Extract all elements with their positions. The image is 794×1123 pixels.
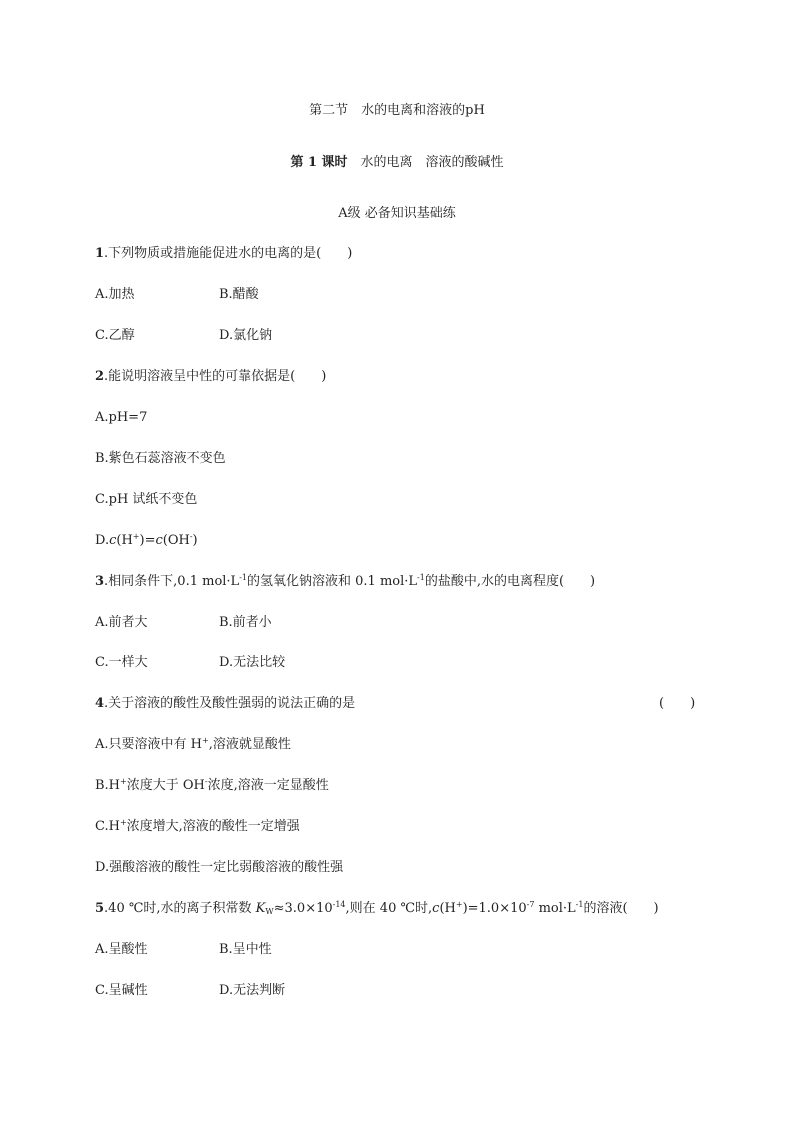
question-text: )=1.0×10 — [462, 901, 527, 916]
question-text: mol·L — [534, 901, 576, 916]
q5-option-b: B.呈中性 — [219, 942, 272, 957]
q2-option-b: B.紫色石蕊溶液不变色 — [95, 451, 226, 466]
level-title: A级 必备知识基础练 — [338, 206, 456, 221]
q4-answer-paren: ( ) — [659, 696, 696, 711]
kw-subscript: W — [265, 907, 274, 916]
q3-option-b: B.前者小 — [219, 615, 272, 630]
question-number: 5 — [95, 901, 105, 916]
option-text: 浓度增大,溶液的酸性一定增强 — [126, 819, 300, 834]
formula-text: )= — [139, 533, 156, 548]
option-text: B.H — [95, 778, 121, 793]
q1-option-c: C.乙醇 — [95, 328, 135, 343]
question-text: 的溶液( ) — [583, 901, 659, 916]
question-5-stem — [95, 901, 659, 917]
question-text: .40 ℃时,水的离子积常数 — [104, 901, 256, 916]
charge-sup: + — [132, 532, 140, 541]
exponent-sup: -1 — [575, 900, 584, 909]
question-text: 的氢氧化钠溶液和 0.1 mol·L — [247, 574, 418, 589]
question-text: ≈3.0×10 — [273, 901, 333, 916]
q3-option-c: C.一样大 — [95, 655, 148, 670]
conc-symbol: c — [432, 901, 440, 916]
charge-sup: + — [202, 736, 209, 745]
question-text: .下列物质或措施能促进水的电离的是( ) — [104, 246, 353, 261]
q1-option-d: D.氯化钠 — [219, 328, 273, 343]
charge-sup: + — [455, 900, 463, 909]
lesson-title — [0, 155, 794, 171]
q5-option-d: D.无法判断 — [219, 983, 286, 998]
q3-option-d: D.无法比较 — [219, 655, 286, 670]
q1-option-a: A.加热 — [95, 287, 135, 302]
charge-sup: - — [189, 532, 193, 541]
exponent-sup: -1 — [417, 573, 425, 582]
question-text: 的盐酸中,水的电离程度( ) — [424, 574, 596, 589]
question-text: (H — [439, 901, 456, 916]
q4-option-a — [95, 737, 291, 753]
option-letter: D. — [95, 533, 110, 548]
exponent-sup: -7 — [526, 900, 535, 909]
conc-symbol: c — [109, 533, 117, 548]
section-title: 第二节 水的电离和溶液的pH — [309, 103, 485, 118]
q4-option-b — [95, 778, 329, 794]
formula-text: ) — [192, 533, 198, 548]
q2-option-c: C.pH 试纸不变色 — [95, 492, 198, 507]
option-text: 浓度,溶液一定显酸性 — [207, 778, 329, 793]
q2-option-a: A.pH=7 — [95, 410, 148, 425]
q2-option-d — [95, 533, 198, 549]
question-3-stem — [95, 574, 595, 590]
conc-symbol: c — [155, 533, 163, 548]
question-number: 3 — [95, 574, 105, 589]
question-2-stem — [95, 369, 326, 385]
question-4-stem — [95, 696, 355, 712]
question-number: 2 — [95, 369, 105, 384]
question-text: ,则在 40 ℃时, — [345, 901, 433, 916]
charge-sup: + — [119, 818, 127, 827]
q3-option-a: A.前者大 — [95, 615, 148, 630]
charge-sup: + — [120, 777, 127, 786]
option-text: A.只要溶液中有 H — [95, 737, 202, 752]
exponent-sup: -14 — [332, 900, 346, 909]
formula-text: (H — [116, 533, 133, 548]
question-number: 4 — [95, 696, 105, 711]
lesson-topic: 水的电离 溶液的酸碱性 — [347, 155, 504, 170]
formula-text: (OH — [162, 533, 190, 548]
option-text: C.H — [95, 819, 120, 834]
option-text: ,溶液就显酸性 — [208, 737, 291, 752]
q5-option-c: C.呈碱性 — [95, 983, 148, 998]
question-text: .能说明溶液呈中性的可靠依据是( ) — [104, 369, 327, 384]
q4-option-d: D.强酸溶液的酸性一定比弱酸溶液的酸性强 — [95, 860, 344, 875]
question-1-stem — [95, 246, 352, 262]
q4-option-c — [95, 819, 300, 835]
lesson-number: 第 1 课时 — [290, 155, 348, 170]
kw-symbol: K — [255, 901, 266, 916]
exponent-sup: -1 — [239, 573, 247, 582]
charge-sup: - — [204, 777, 208, 786]
q1-option-b: B.醋酸 — [219, 287, 259, 302]
question-text: .关于溶液的酸性及酸性强弱的说法正确的是 — [104, 696, 356, 711]
q5-option-a: A.呈酸性 — [95, 942, 148, 957]
question-number: 1 — [95, 246, 105, 261]
question-text: .相同条件下,0.1 mol·L — [104, 574, 240, 589]
option-text: 浓度大于 OH — [126, 778, 205, 793]
